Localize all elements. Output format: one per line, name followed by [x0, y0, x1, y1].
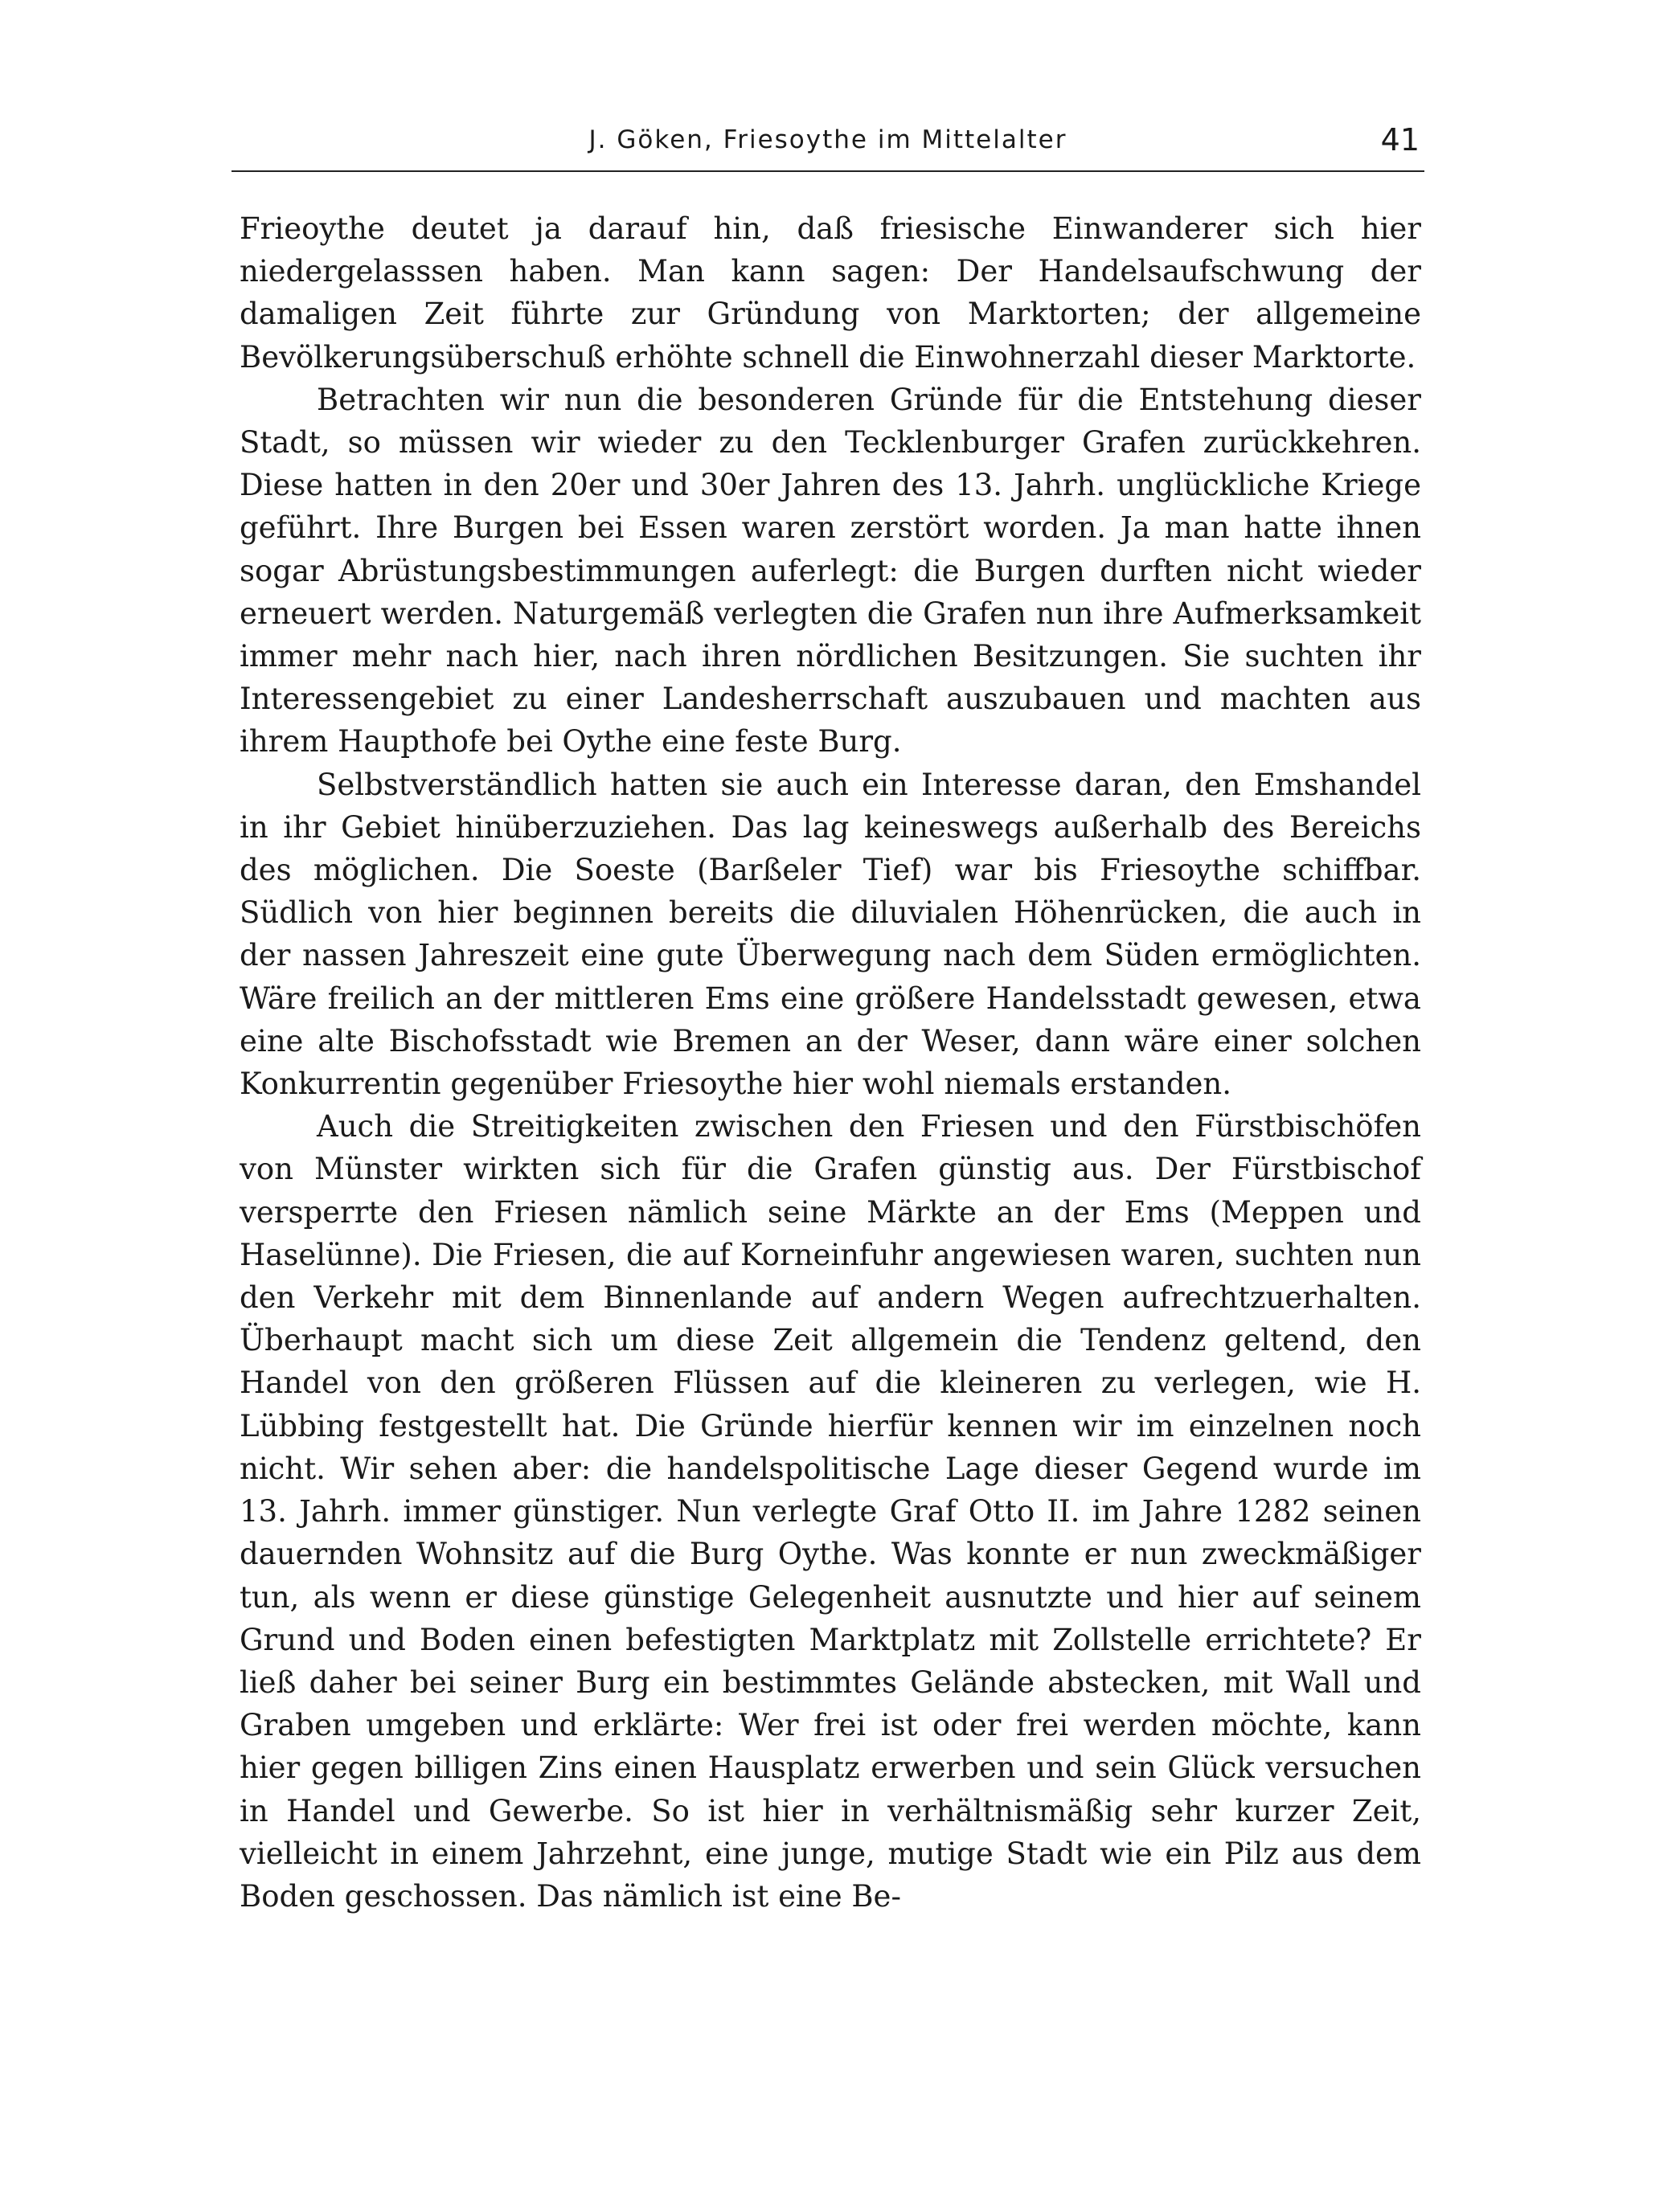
running-title: J. Göken, Friesoythe im Mittelalter — [588, 125, 1067, 154]
page-number: 41 — [1380, 122, 1420, 158]
paragraph-continuation: Frieoythe deutet ja darauf hin, daß friesische Einwanderer sich hier niedergelasssen haben. Man kann sagen: Der Handelsaufschwung der damaligen Zeit führte zur Gründung von Marktorten; der allgemeine Bevölkerungsüberschuß erhöhte schnell die Einwohnerzahl dieser Marktorte. — [240, 211, 1421, 375]
paragraph: Betrachten wir nun die besonderen Gründe für die Entstehung dieser Stadt, so müssen wir wieder zu den Tecklenburger Grafen zurückkehren. Diese hatten in den 20er und 30er Jahren des 13. Jahrh. unglückliche Kriege geführt. Ihre Burgen bei Essen waren zerstört worden. Ja man hatte ihnen sogar Abrüstungsbestimmungen auferlegt: die Burgen durften nicht wieder erneuert werden. Naturgemäß verlegten die Grafen nun ihre Aufmerksamkeit immer mehr nach hier, nach ihren nördlichen Besitzungen. Sie suchten ihr Interessengebiet zu einer Landesherrschaft auszubauen und machten aus ihrem Haupthofe bei Oythe eine feste Burg. — [240, 382, 1421, 760]
body-text — [240, 207, 1421, 1918]
paragraph: Selbstverständlich hatten sie auch ein Interesse daran, den Emshandel in ihr Gebiet hinüberzuziehen. Das lag keineswegs außerhalb des Bereichs des möglichen. Die Soeste (Barßeler Tief) war bis Friesoythe schiffbar. Südlich von hier beginnen bereits die diluvialen Höhenrücken, die auch in der nassen Jahreszeit eine gute Überwegung nach dem Süden ermöglichten. Wäre freilich an der mittleren Ems eine größere Handelsstadt gewesen, etwa eine alte Bischofsstadt wie Bremen an der Weser, dann wäre einer solchen Konkurrentin gegenüber Friesoythe hier wohl niemals erstanden. — [240, 767, 1421, 1102]
running-head — [232, 121, 1424, 169]
header-rule — [232, 170, 1424, 172]
paragraph: Auch die Streitigkeiten zwischen den Friesen und den Fürstbischöfen von Münster wirkten sich für die Grafen günstig aus. Der Fürstbischof versperrte den Friesen nämlich seine Märkte an der Ems (Meppen und Haselünne). Die Friesen, die auf Korneinfuhr angewiesen waren, suchten nun den Verkehr mit dem Binnenlande auf andern Wegen aufrechtzuerhalten. Überhaupt macht sich um diese Zeit allgemein die Tendenz geltend, den Handel von den größeren Flüssen auf die kleineren zu verlegen, wie H. Lübbing festgestellt hat. Die Gründe hierfür kennen wir im einzelnen noch nicht. Wir sehen aber: die handelspolitische Lage dieser Gegend wurde im 13. Jahrh. immer günstiger. Nun verlegte Graf Otto II. im Jahre 1282 seinen dauernden Wohnsitz auf die Burg Oythe. Was konnte er nun zweckmäßiger tun, als wenn er diese günstige Gelegenheit ausnutzte und hier auf seinem Grund und Boden einen befestigten Marktplatz mit Zollstelle errichtete? Er ließ daher bei seiner Burg ein bestimmtes Gelände abstecken, mit Wall und Graben umgeben und erklärte: Wer frei ist oder frei werden möchte, kann hier gegen billigen Zins einen Hausplatz erwerben und sein Glück versuchen in Handel und Gewerbe. So ist hier in verhältnismäßig sehr kurzer Zeit, vielleicht in einem Jahrzehnt, eine junge, mutige Stadt wie ein Pilz aus dem Boden geschossen. Das nämlich ist eine Be- — [240, 1109, 1421, 1914]
